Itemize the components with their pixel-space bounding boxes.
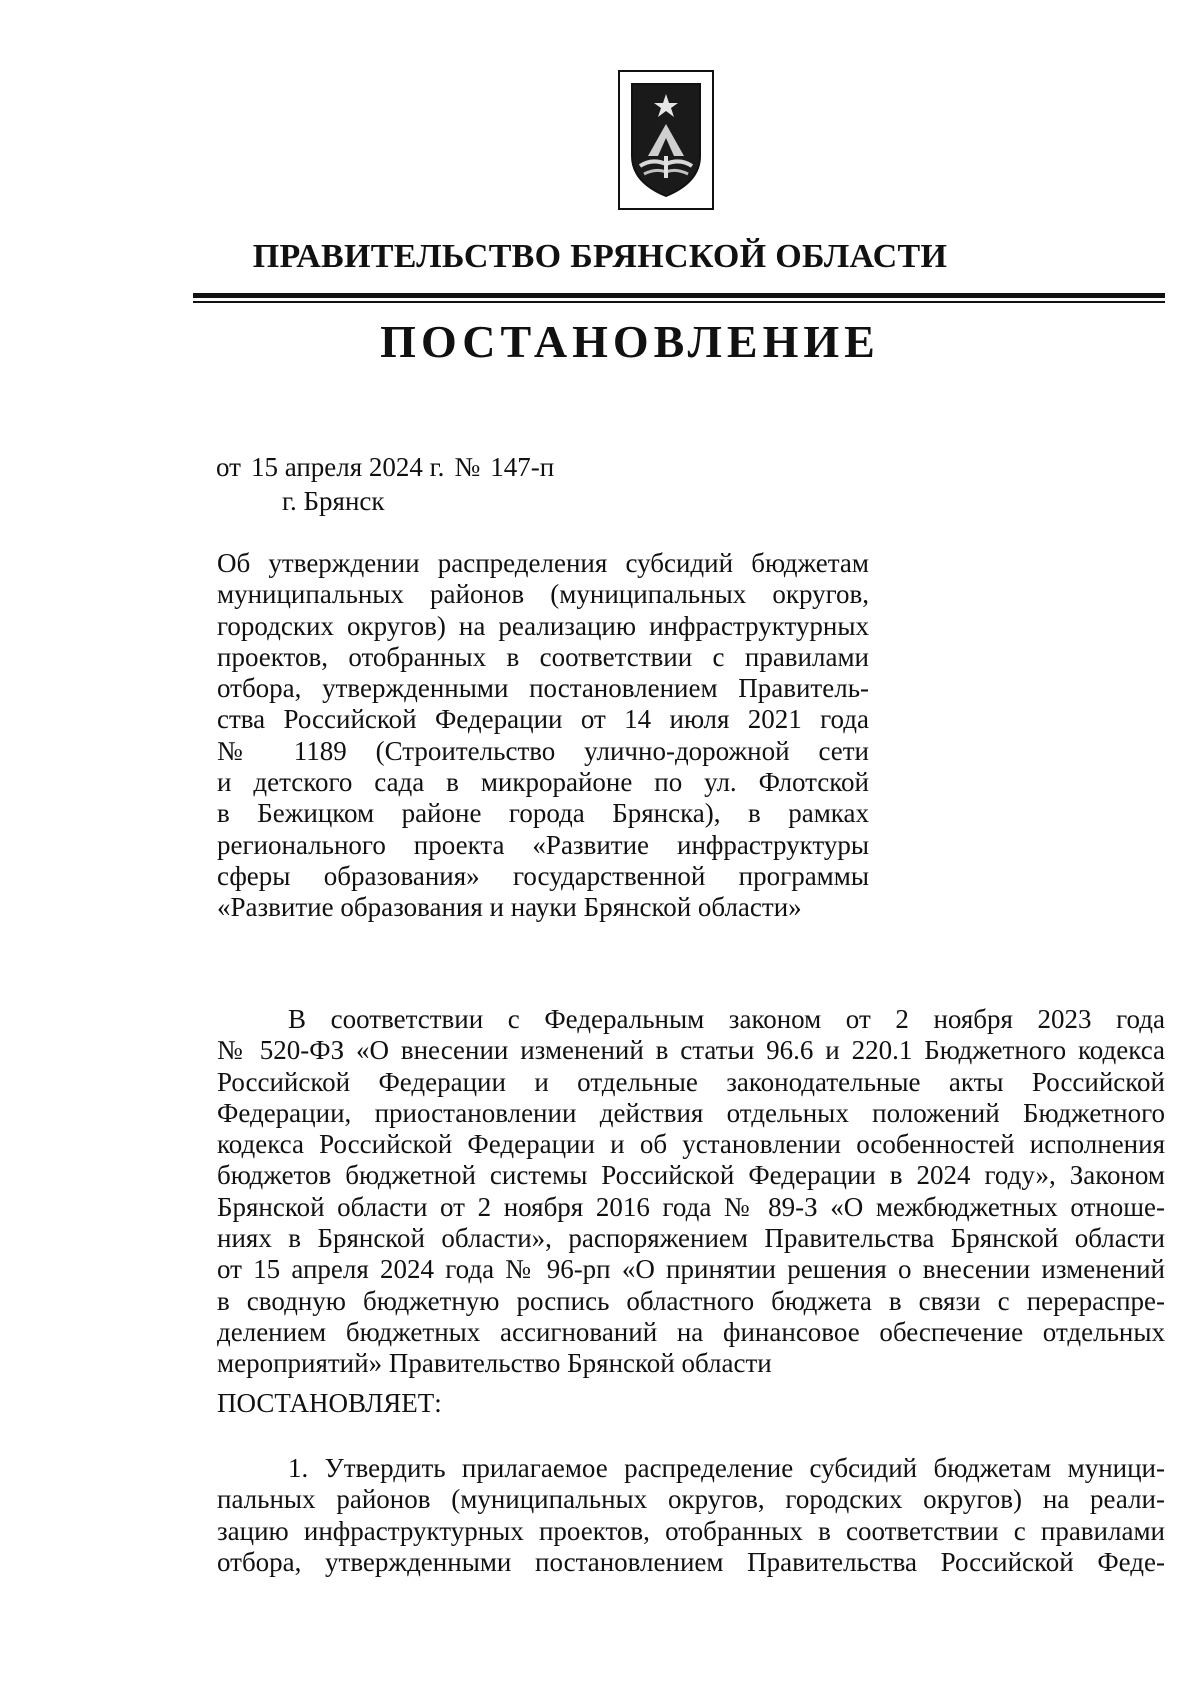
preamble-line: в сводную бюджетную роспись областного бюджета в связи с перераспре- [217, 1285, 1165, 1316]
decree-word: ПОСТАНОВЛЯЕТ: [217, 1388, 442, 1418]
preamble-line: от 15 апреля 2024 года № 96-рп «О принятии решения о внесении изменений [217, 1254, 1165, 1285]
organization-name: ПРАВИТЕЛЬСТВО БРЯНСКОЙ ОБЛАСТИ [252, 238, 948, 275]
subject-line: «Развитие образования и науки Брянской области» [217, 892, 802, 923]
subject-line: № 1189 (Строительство улично-дорожной сети [217, 735, 869, 766]
preamble-line: ниях в Брянской области», распоряжением Правительства Брянской области [217, 1223, 1165, 1254]
subject-line: и детского сада в микрорайоне по ул. Флотской [217, 767, 869, 798]
document-subject [217, 548, 869, 924]
number-sign: № [454, 452, 481, 482]
document-meta [216, 450, 554, 518]
subject-line: Об утверждении распределения субсидий бюджетам [217, 548, 869, 578]
subject-line: в Бежицком районе города Брянска), в рамках [217, 798, 869, 829]
preamble-line: мероприятий» Правительство Брянской области [217, 1348, 772, 1379]
document-city: г. Брянск [282, 486, 385, 516]
subject-line: городских округов) на реализацию инфраструктурных [217, 610, 869, 641]
document-number: 147-п [490, 452, 555, 482]
subject-line: регионального проекта «Развитие инфраструктуры [217, 829, 869, 860]
document-type-title: ПОСТАНОВЛЕНИЕ [380, 316, 880, 367]
preamble-line: кодекса Российской Федерации и об установлении особенностей исполнения [217, 1129, 1165, 1160]
preamble-line: Брянской области от 2 ноября 2016 года № 89-З «О межбюджетных отноше- [217, 1191, 1165, 1222]
preamble-line: делением бюджетных ассигнований на финансовое обеспечение отдельных [217, 1316, 1165, 1347]
subject-line: ства Российской Федерации от 14 июля 2021 года [217, 704, 869, 735]
preamble-line: В соответствии с Федеральным законом от 2 ноября 2023 года [288, 1004, 1165, 1034]
preamble-line: Российской Федерации и отдельные законодательные акты Российской [217, 1066, 1165, 1097]
subject-line: сферы образования» государственной программы [217, 860, 869, 891]
coat-of-arms-emblem [618, 70, 714, 210]
subject-line: проектов, отобранных в соответствии с правилами [217, 641, 869, 672]
preamble-paragraph [217, 1004, 1165, 1380]
date-prefix: от [216, 452, 241, 482]
point-1-line: 1. Утвердить прилагаемое распределение субсидий бюджетам муници- [288, 1453, 1165, 1483]
header-double-rule [193, 293, 1165, 305]
preamble-line: бюджетов бюджетной системы Российской Федерации в 2024 году», Законом [217, 1160, 1165, 1191]
preamble-line: Федерации, приостановлении действия отдельных положений Бюджетного [217, 1097, 1165, 1128]
point-1-paragraph [217, 1453, 1165, 1578]
point-1-line: зацию инфраструктурных проектов, отобранных в соответствии с правилами [217, 1515, 1165, 1546]
point-1-line: пальных районов (муниципальных округов, городских округов) на реали- [217, 1484, 1165, 1515]
preamble-line: № 520-ФЗ «О внесении изменений в статьи 96.6 и 220.1 Бюджетного кодекса [217, 1035, 1165, 1066]
subject-line: муниципальных районов (муниципальных округов, [217, 579, 869, 610]
subject-line: отбора, утвержденными постановлением Правитель- [217, 673, 869, 704]
document-date: 15 апреля 2024 г. [250, 452, 445, 482]
point-1-line: отбора, утвержденными постановлением Правительства Российской Феде- [217, 1546, 1165, 1577]
